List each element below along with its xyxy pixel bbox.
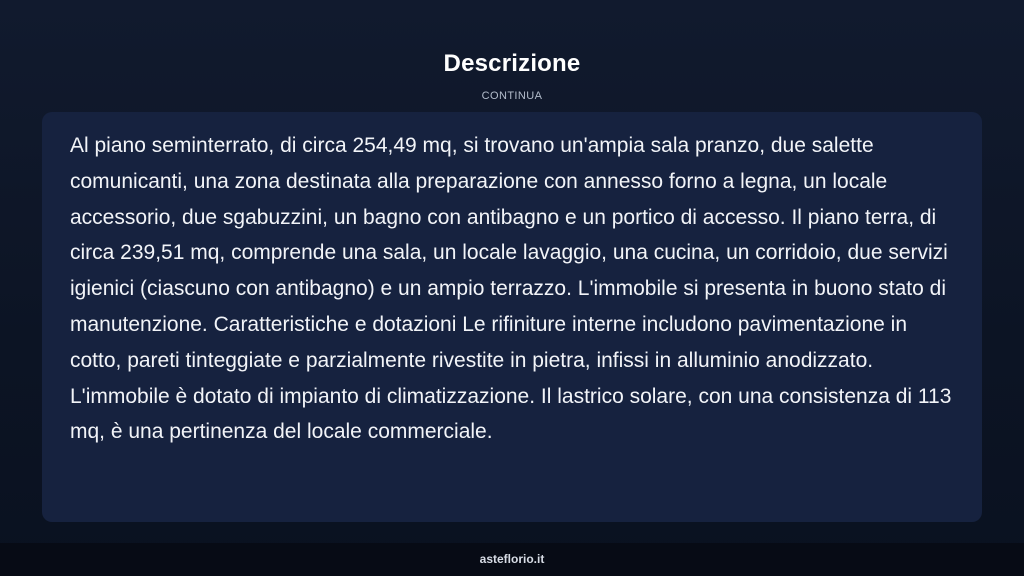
footer-bar	[0, 543, 1024, 576]
description-text: Al piano seminterrato, di circa 254,49 mq, si trovano un'ampia sala pranzo, due salette comunicanti, una zona destinata alla preparazione con annesso forno a legna, un locale accessorio, due sgabuzzini, un bagno con antibagno e un portico di accesso. Il piano terra, di circa 239,51 mq, comprende una sala, un locale lavaggio, una cucina, un corridoio, due servizi igienici (ciascuno con antibagno) e un ampio terrazzo. L'immobile si presenta in buono stato di manutenzione. Caratteristiche e dotazioni Le rifiniture interne includono pavimentazione in cotto, pareti tinteggiate e parzialmente rivestite in pietra, infissi in alluminio anodizzato. L'immobile è dotato di impianto di climatizzazione. Il lastrico solare, con una consistenza di 113 mq, è una pertinenza del locale commerciale.	[70, 134, 952, 444]
continuation-label: CONTINUA	[481, 90, 543, 102]
page-title: Descrizione	[443, 50, 581, 77]
site-name: asteflorio.it	[479, 552, 545, 566]
description-card	[42, 112, 982, 522]
